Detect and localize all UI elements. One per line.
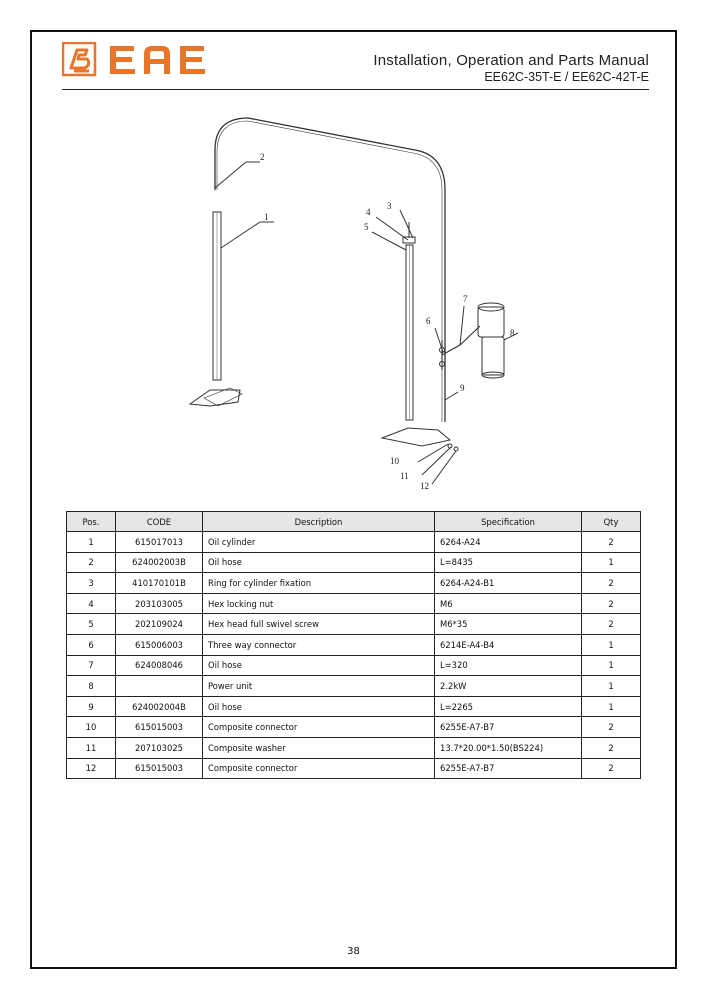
cell-qty: 1	[582, 634, 641, 655]
cell-description: Oil hose	[203, 696, 435, 717]
cell-specification: 13.7*20.00*1.50(BS224)	[435, 737, 582, 758]
table-row	[67, 614, 641, 635]
cell-pos: 12	[67, 758, 116, 779]
cell-qty: 2	[582, 614, 641, 635]
page-number: 38	[347, 946, 360, 957]
table-row	[67, 634, 641, 655]
exploded-parts-drawing	[160, 100, 550, 500]
header-specification: Specification	[435, 512, 582, 532]
callout-7: 7	[463, 294, 468, 304]
cell-specification: 6264-A24	[435, 532, 582, 553]
manual-title	[373, 52, 649, 84]
cell-code: 615006003	[116, 634, 203, 655]
cell-pos: 6	[67, 634, 116, 655]
cell-specification: L=320	[435, 655, 582, 676]
cell-pos: 4	[67, 593, 116, 614]
cell-code: 615017013	[116, 532, 203, 553]
table-row	[67, 696, 641, 717]
callout-8: 8	[510, 328, 515, 338]
cell-specification: 6255E-A7-B7	[435, 758, 582, 779]
cell-pos: 3	[67, 573, 116, 594]
cell-code: 615015003	[116, 717, 203, 738]
header-description: Description	[203, 512, 435, 532]
cell-code: 410170101B	[116, 573, 203, 594]
cell-qty: 2	[582, 737, 641, 758]
cell-specification: L=2265	[435, 696, 582, 717]
cell-specification: M6*35	[435, 614, 582, 635]
cell-specification: 2.2kW	[435, 676, 582, 697]
cell-description: Three way connector	[203, 634, 435, 655]
cell-description: Hex locking nut	[203, 593, 435, 614]
callout-11: 11	[400, 471, 409, 481]
table-row	[67, 737, 641, 758]
model-numbers: EE62C-35T-E / EE62C-42T-E	[484, 70, 649, 84]
table-row	[67, 676, 641, 697]
cell-description: Composite washer	[203, 737, 435, 758]
header-pos: Pos.	[67, 512, 116, 532]
cell-code: 202109024	[116, 614, 203, 635]
cell-qty: 2	[582, 758, 641, 779]
table-header-row	[67, 512, 641, 532]
table-row	[67, 573, 641, 594]
cell-code: 624008046	[116, 655, 203, 676]
cell-pos: 2	[67, 552, 116, 573]
cell-description: Oil hose	[203, 655, 435, 676]
cell-qty: 1	[582, 676, 641, 697]
manual-title-line1: Installation, Operation and Parts Manual	[373, 52, 649, 69]
cell-description: Oil hose	[203, 552, 435, 573]
callout-9: 9	[460, 383, 465, 393]
callout-3: 3	[387, 201, 392, 211]
cell-code	[116, 676, 203, 697]
cell-qty: 2	[582, 593, 641, 614]
parts-table	[66, 511, 641, 779]
table-row	[67, 655, 641, 676]
header-code: CODE	[116, 512, 203, 532]
cell-specification: 6264-A24-B1	[435, 573, 582, 594]
cell-pos: 1	[67, 532, 116, 553]
cell-description: Power unit	[203, 676, 435, 697]
cell-code: 624002003B	[116, 552, 203, 573]
callout-6: 6	[426, 316, 431, 326]
header-qty: Qty	[582, 512, 641, 532]
callout-4: 4	[366, 207, 371, 217]
cell-pos: 8	[67, 676, 116, 697]
cell-specification: M6	[435, 593, 582, 614]
cell-qty: 1	[582, 655, 641, 676]
cell-pos: 11	[67, 737, 116, 758]
table-row	[67, 717, 641, 738]
cell-qty: 2	[582, 573, 641, 594]
cell-qty: 2	[582, 532, 641, 553]
cell-qty: 1	[582, 552, 641, 573]
cell-code: 615015003	[116, 758, 203, 779]
table-row	[67, 593, 641, 614]
cell-code: 207103025	[116, 737, 203, 758]
callout-1: 1	[264, 212, 269, 222]
cell-pos: 7	[67, 655, 116, 676]
callout-2: 2	[260, 152, 265, 162]
cell-pos: 10	[67, 717, 116, 738]
eae-logo	[62, 42, 252, 78]
cell-description: Hex head full swivel screw	[203, 614, 435, 635]
cell-qty: 1	[582, 696, 641, 717]
callout-5: 5	[364, 222, 369, 232]
cell-description: Ring for cylinder fixation	[203, 573, 435, 594]
cell-specification: L=8435	[435, 552, 582, 573]
cell-qty: 2	[582, 717, 641, 738]
cell-pos: 9	[67, 696, 116, 717]
cell-code: 203103005	[116, 593, 203, 614]
callout-10: 10	[390, 456, 399, 466]
cell-description: Composite connector	[203, 758, 435, 779]
cell-description: Oil cylinder	[203, 532, 435, 553]
table-row	[67, 758, 641, 779]
header-divider	[62, 89, 649, 90]
cell-specification: 6255E-A7-B7	[435, 717, 582, 738]
table-row	[67, 552, 641, 573]
callout-12: 12	[420, 481, 429, 491]
cell-description: Composite connector	[203, 717, 435, 738]
table-row	[67, 532, 641, 553]
cell-specification: 6214E-A4-B4	[435, 634, 582, 655]
cell-code: 624002004B	[116, 696, 203, 717]
cell-pos: 5	[67, 614, 116, 635]
